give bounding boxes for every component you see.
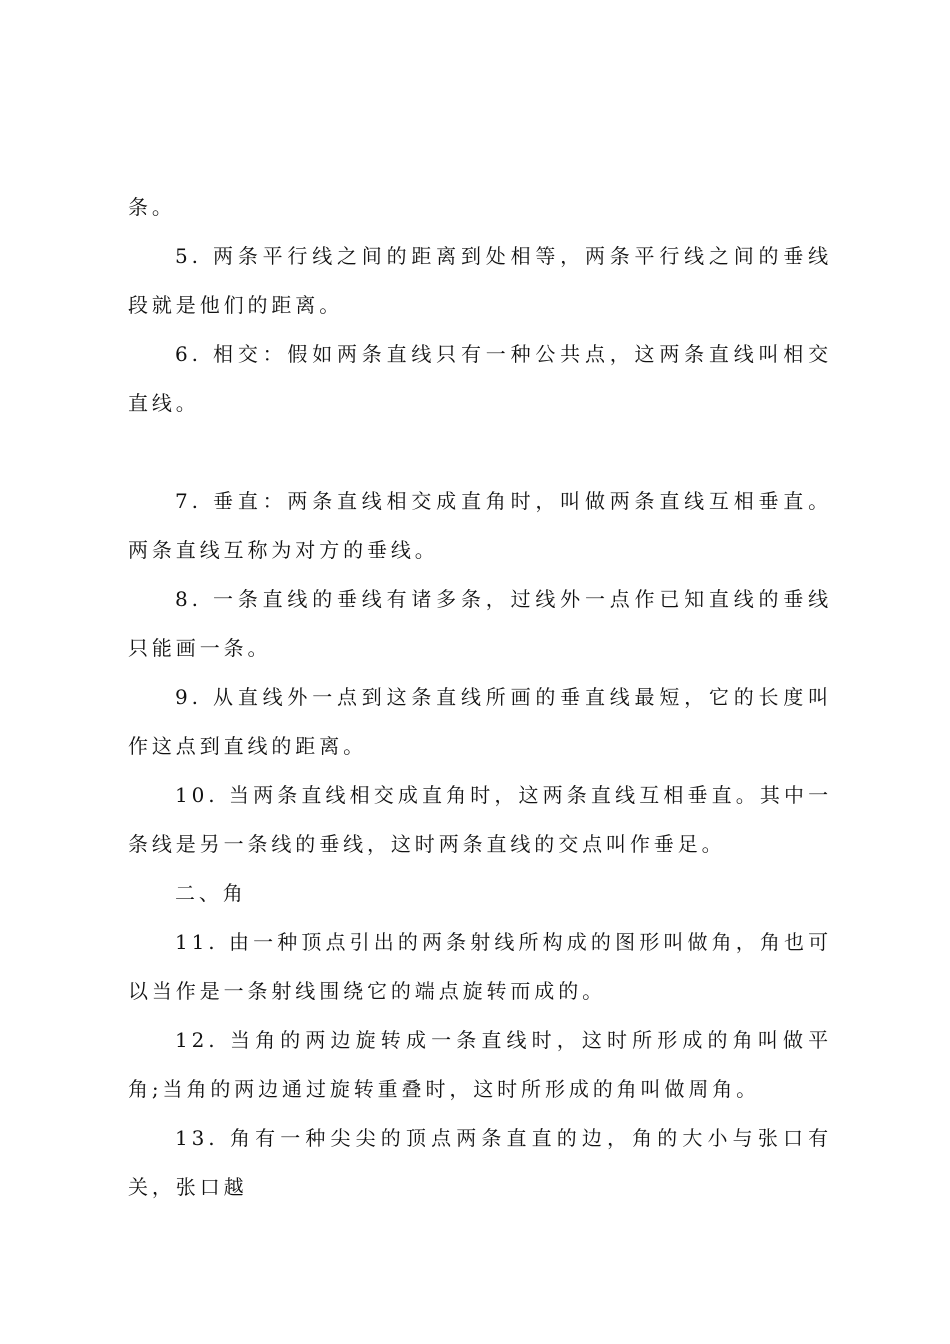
paragraph-continuation: 条。 [128, 195, 176, 219]
paragraph-item-11: 11. 由一种顶点引出的两条射线所构成的图形叫做角，角也可以当作是一条射线围绕它的端点旋转而成的。 [128, 930, 832, 1003]
paragraph-item-5: 5. 两条平行线之间的距离到处相等，两条平行线之间的垂线段就是他们的距离。 [128, 244, 832, 317]
paragraph-item-8: 8. 一条直线的垂线有诸多条，过线外一点作已知直线的垂线只能画一条。 [128, 587, 832, 660]
paragraph-item-7: 7. 垂直：两条直线相交成直角时，叫做两条直线互相垂直。两条直线互称为对方的垂线。 [128, 489, 832, 562]
paragraph-item-10: 10. 当两条直线相交成直角时，这两条直线互相垂直。其中一条线是另一条线的垂线，这时两条直线的交点叫作垂足。 [128, 783, 832, 856]
paragraph-item-13: 13. 角有一种尖尖的顶点两条直直的边，角的大小与张口有关，张口越 [128, 1126, 832, 1199]
paragraph-item-9: 9. 从直线外一点到这条直线所画的垂直线最短，它的长度叫作这点到直线的距离。 [128, 685, 832, 758]
paragraph-spacer [128, 428, 832, 477]
paragraph-item-6: 6. 相交：假如两条直线只有一种公共点，这两条直线叫相交直线。 [128, 342, 832, 415]
section-heading-angle: 二、角 [175, 881, 247, 905]
document-body [128, 183, 832, 1212]
paragraph-item-12: 12. 当角的两边旋转成一条直线时，这时所形成的角叫做平角;当角的两边通过旋转重叠时，这时所形成的角叫做周角。 [128, 1028, 832, 1101]
